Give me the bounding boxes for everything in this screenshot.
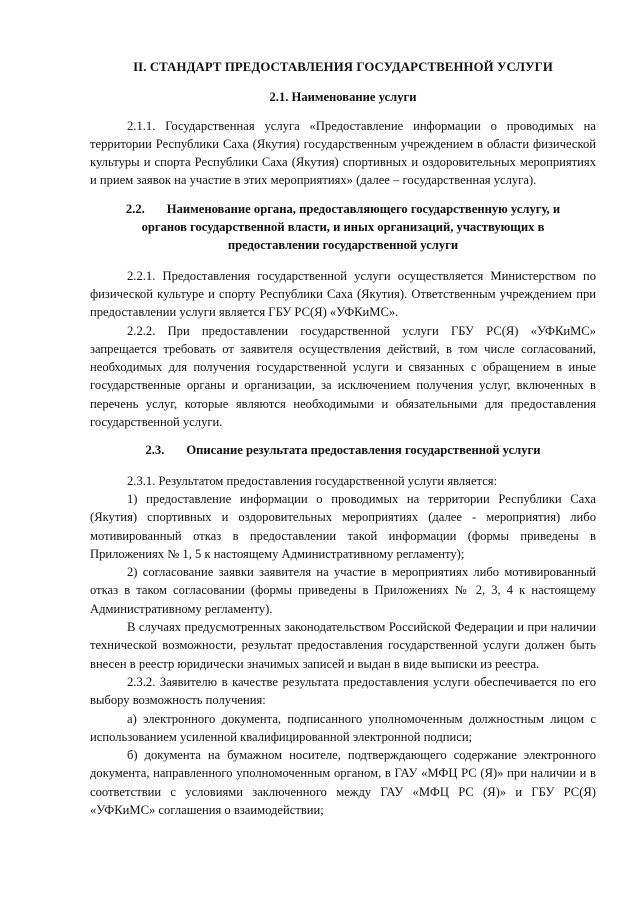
paragraph: 2.1.1. Государственная услуга «Предоставление информации о проводимых на территории Республики Саха (Якутия) государственным учреждением в области физической культуры и спорта Республики Саха (Якутия) спортивных и оздоровительных мероприятиях и прием заявок на участие в этих мероприятиях» (далее – государственная услуга). bbox=[90, 118, 596, 188]
section-number: 2.3. bbox=[145, 443, 165, 458]
paragraph: 2.2.1. Предоставления государственной услуги осуществляется Министерством по физической культуре и спорту Республики Саха (Якутия). Ответственным учреждением при предоставлении услуги является ГБУ РС(Я) «УФКиМС». bbox=[90, 268, 596, 320]
paragraph: а) электронного документа, подписанного уполномоченным должностным лицом с использованием усиленной квалифицированной электронной подписи; bbox=[90, 711, 596, 744]
section-heading-2-2 bbox=[90, 200, 596, 255]
paragraph: 2.3.1. Результатом предоставления государственной услуги является: bbox=[127, 473, 498, 488]
section-number: 2.2. bbox=[125, 201, 145, 216]
paragraph: 2) согласование заявки заявителя на участие в мероприятиях либо мотивированный отказ в таком согласовании (формы приведены в Приложениях № 2, 3, 4 к настоящему Административному регламенту). bbox=[90, 565, 596, 616]
section-heading-text: Наименование органа, предоставляющего государственную услугу, и органов государственной власти, и иных организаций, участвующих в предоставлении государственной услуги bbox=[141, 201, 561, 253]
paragraph: б) документа на бумажном носителе, подтверждающего содержание электронного документа, направленного уполномоченным органом, в ГАУ «МФЦ РС (Я)» при наличии и в соответствии с условиями заключенного между ГАУ «МФЦ РС (Я)» и ГБУ РС(Я) «УФКиМС» соглашения о взаимодействии; bbox=[90, 748, 596, 817]
paragraph: 2.2.2. При предоставлении государственной услуги ГБУ РС(Я) «УФКиМС» запрещается требовать от заявителя осуществления действий, в том числе согласований, необходимых для получения государственной услуги и связанных с обращением в иные государственные органы и организации, за исключением получения услуг, включенных в перечень услуг, которые являются необходимыми и обязательными для предоставления государственной услуги. bbox=[90, 323, 596, 430]
document-title: II. СТАНДАРТ ПРЕДОСТАВЛЕНИЯ ГОСУДАРСТВЕННОЙ УСЛУГИ bbox=[133, 60, 553, 74]
paragraph: 1) предоставление информации о проводимых на территории Республики Саха (Якутия) спортивных и оздоровительных мероприятиях (далее - мероприятия) либо мотивированный отказ в предоставлении такой информации (формы приведены в Приложениях № 1, 5 к настоящему Административному регламенту); bbox=[90, 491, 596, 561]
paragraph: В случаях предусмотренных законодательством Российской Федерации и при наличии технической возможности, результат предоставления государственной услуги должен быть внесен в реестр юридически значимых записей и выдан в виде выписки из реестра. bbox=[90, 620, 596, 671]
paragraph: 2.3.2. Заявителю в качестве результата предоставления услуги обеспечивается по его выбору возможность получения: bbox=[90, 674, 596, 708]
section-heading-text: Описание результата предоставления государственной услуги bbox=[186, 443, 541, 458]
section-heading-2-3 bbox=[90, 441, 596, 459]
section-heading-2-1: 2.1. Наименование услуги bbox=[269, 90, 417, 105]
document-page bbox=[90, 58, 596, 819]
